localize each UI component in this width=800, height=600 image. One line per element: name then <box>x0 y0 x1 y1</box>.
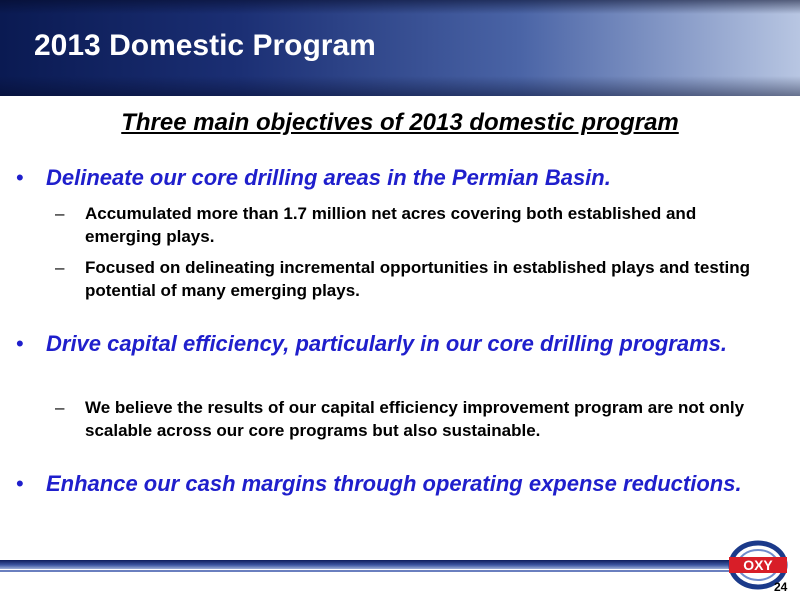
slide-subtitle: Three main objectives of 2013 domestic program <box>121 109 679 136</box>
bullet-marker: • <box>16 331 24 356</box>
bullet-item <box>16 470 776 498</box>
slide-header <box>0 0 800 96</box>
bullet-item <box>16 330 776 358</box>
bullet-marker: • <box>16 471 24 496</box>
svg-text:OXY: OXY <box>743 557 773 573</box>
sub-bullet-text: Focused on delineating incremental opportunities in established plays and testing potential of many emerging plays. <box>85 258 750 300</box>
slide-title: 2013 Domestic Program <box>34 29 376 62</box>
bullet-marker: • <box>16 165 24 190</box>
sub-bullet-item <box>55 396 775 442</box>
bullet-text: Enhance our cash margins through operating expense reductions. <box>46 471 742 496</box>
sub-bullet-item <box>55 202 775 248</box>
sub-bullet-text: We believe the results of our capital efficiency improvement program are not only scalable across our core programs but also sustainable. <box>85 398 745 440</box>
sub-bullet-marker: – <box>55 258 65 277</box>
footer-divider <box>0 560 740 569</box>
sub-bullet-marker: – <box>55 398 65 417</box>
page-number: 24 <box>774 580 788 594</box>
bullet-item <box>16 164 776 192</box>
sub-bullet-marker: – <box>55 204 65 223</box>
sub-bullet-text: Accumulated more than 1.7 million net acres covering both established and emerging plays. <box>85 204 697 246</box>
bullet-text: Delineate our core drilling areas in the Permian Basin. <box>46 165 611 190</box>
sub-bullet-item <box>55 256 775 302</box>
bullet-text: Drive capital efficiency, particularly in our core drilling programs. <box>46 331 727 356</box>
